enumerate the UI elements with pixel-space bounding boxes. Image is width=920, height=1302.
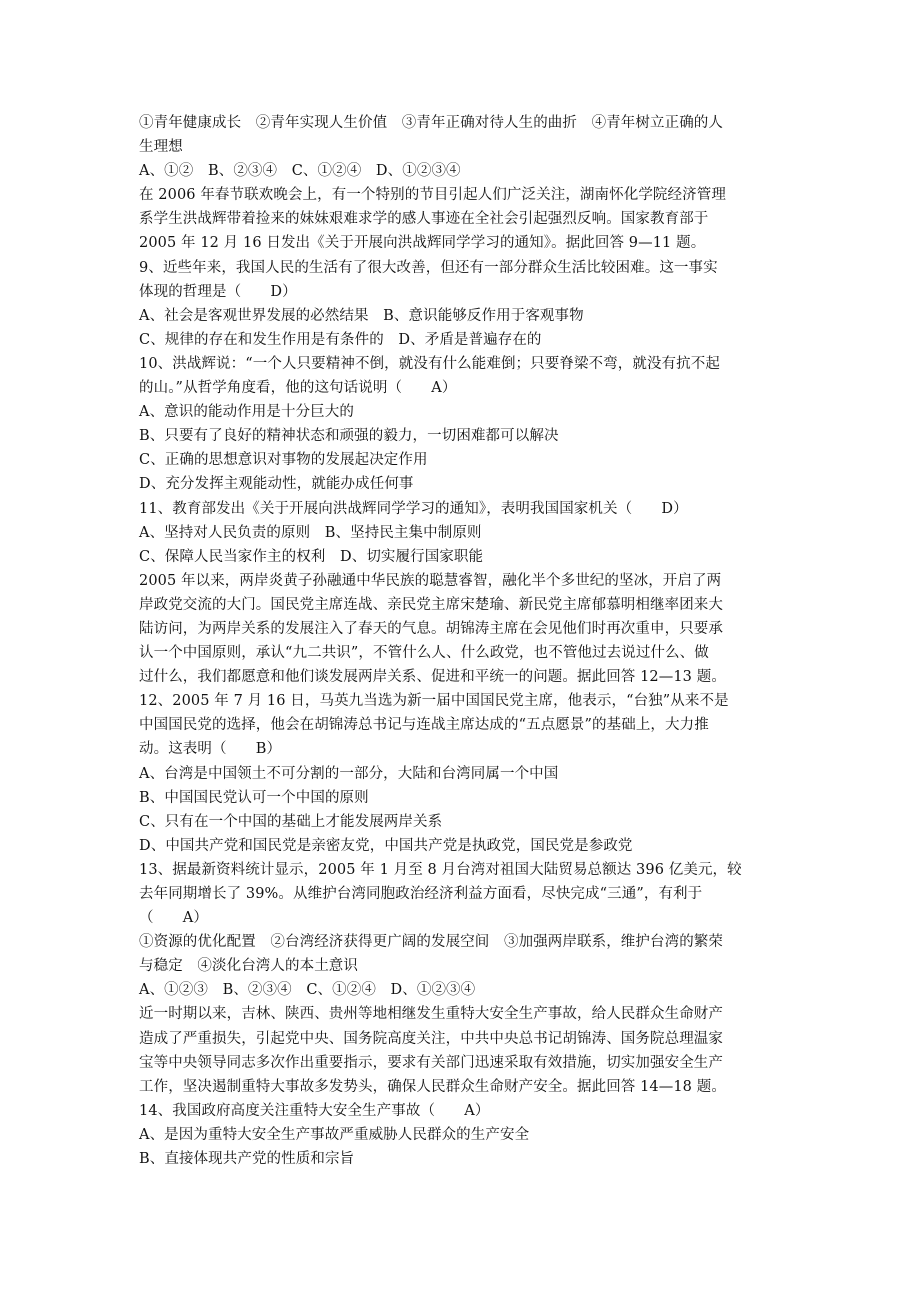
text-line: 认一个中国原则，承认“九二共识”，不管什么人、什么政党，也不管他过去说过什么、做 — [139, 645, 709, 662]
text-line: 中国国民党的选择，他会在胡锦涛总书记与连战主席达成的“五点愿景”的基础上，大力推 — [139, 717, 709, 734]
text-line: 的山。”从哲学角度看，他的这句话说明（ A） — [139, 380, 457, 397]
text-line: C、保障人民当家作主的权利 D、切实履行国家职能 — [139, 548, 484, 565]
text-line: 系学生洪战辉带着捡来的妹妹艰难求学的感人事迹在全社会引起强烈反响。国家教育部于 — [139, 211, 709, 228]
text-line: 体现的哲理是（ D） — [139, 283, 297, 300]
text-line: C、只有在一个中国的基础上才能发展两岸关系 — [139, 813, 443, 830]
text-line: 工作，坚决遏制重特大事故多发势头，确保人民群众生命财产安全。据此回答 14—18 题。 — [139, 1078, 726, 1095]
text-line: A、①②③ B、②③④ C、①②④ D、①②③④ — [139, 982, 476, 999]
text-line: 近一时期以来，吉林、陕西、贵州等地相继发生重特大安全生产事故，给人民群众生命财产 — [139, 1006, 723, 1023]
text-line: 陆访问，为两岸关系的发展注入了春天的气息。胡锦涛主席在会见他们时再次重申，只要承 — [139, 620, 723, 637]
text-line: 12、2005 年 7 月 16 日，马英九当选为新一届中国国民党主席，他表示，“台独”从来不是 — [139, 693, 729, 710]
text-line: 11、教育部发出《关于开展向洪战辉同学学习的通知》，表明我国国家机关（ D） — [139, 500, 688, 517]
text-line: A、①② B、②③④ C、①②④ D、①②③④ — [139, 163, 461, 180]
document-body — [139, 111, 791, 1171]
text-line: D、充分发挥主观能动性，就能办成任何事 — [139, 476, 414, 493]
text-line: 过什么，我们都愿意和他们谈发展两岸关系、促进和平统一的问题。据此回答 12—13 题。 — [139, 669, 726, 686]
text-line: B、中国国民党认可一个中国的原则 — [139, 789, 369, 806]
text-line: 14、我国政府高度关注重特大安全生产事故（ A） — [139, 1102, 490, 1119]
text-line: D、中国共产党和国民党是亲密友党，中国共产党是执政党，国民党是参政党 — [139, 837, 633, 854]
text-line: A、是因为重特大安全生产事故严重威胁人民群众的生产安全 — [139, 1126, 530, 1143]
text-line: 动。这表明（ B） — [139, 741, 282, 758]
text-line: 9、近些年来，我国人民的生活有了很大改善，但还有一部分群众生活比较困难。这一事实 — [139, 259, 718, 276]
text-line: 13、据最新资料统计显示，2005 年 1 月至 8 月台湾对祖国大陆贸易总额达 396 亿美元，较 — [139, 861, 742, 878]
text-line: 2005 年以来，两岸炎黄子孙融通中华民族的聪慧睿智，融化半个多世纪的坚冰，开启了两 — [139, 572, 722, 589]
text-line: 生理想 — [139, 139, 183, 156]
text-line: 去年同期增长了 39%。从维护台湾同胞政治经济利益方面看，尽快完成“三通”，有利于 — [139, 886, 703, 902]
text-line: 2005 年 12 月 16 日发出《关于开展向洪战辉同学学习的通知》。据此回答 9—11 题。 — [139, 235, 706, 252]
text-line: 宝等中央领导同志多次作出重要指示，要求有关部门迅速采取有效措施，切实加强安全生产 — [139, 1054, 723, 1071]
text-line: ①资源的优化配置 ②台湾经济获得更广阔的发展空间 ③加强两岸联系，维护台湾的繁荣 — [139, 934, 723, 951]
text-line: A、坚持对人民负责的原则 B、坚持民主集中制原则 — [139, 524, 482, 541]
text-line: 造成了严重损失，引起党中央、国务院高度关注，中共中央总书记胡锦涛、国务院总理温家 — [139, 1030, 723, 1047]
text-line: B、直接体现共产党的性质和宗旨 — [139, 1151, 355, 1168]
text-line: 10、洪战辉说：“一个人只要精神不倒，就没有什么能难倒；只要脊梁不弯，就没有抗不起 — [139, 355, 720, 372]
text-line: B、只要有了良好的精神状态和顽强的毅力，一切困难都可以解决 — [139, 428, 559, 445]
text-line: A、意识的能动作用是十分巨大的 — [139, 404, 354, 421]
text-line: A、社会是客观世界发展的必然结果 B、意识能够反作用于客观事物 — [139, 307, 584, 324]
text-line: 岸政党交流的大门。国民党主席连战、亲民党主席宋楚瑜、新民党主席郁慕明相继率团来大 — [139, 596, 723, 613]
text-line: ①青年健康成长 ②青年实现人生价值 ③青年正确对待人生的曲折 ④青年树立正确的人 — [139, 115, 723, 131]
text-line: C、正确的思想意识对事物的发展起决定作用 — [139, 452, 428, 469]
text-line: A、台湾是中国领土不可分割的一部分，大陆和台湾同属一个中国 — [139, 765, 559, 782]
text-line: （ A） — [139, 910, 208, 927]
text-line: 在 2006 年春节联欢晚会上，有一个特别的节目引起人们广泛关注，湖南怀化学院经济管理 — [139, 187, 726, 204]
text-line: 与稳定 ④淡化台湾人的本土意识 — [139, 958, 358, 975]
text-line: C、规律的存在和发生作用是有条件的 D、矛盾是普遍存在的 — [139, 331, 542, 348]
